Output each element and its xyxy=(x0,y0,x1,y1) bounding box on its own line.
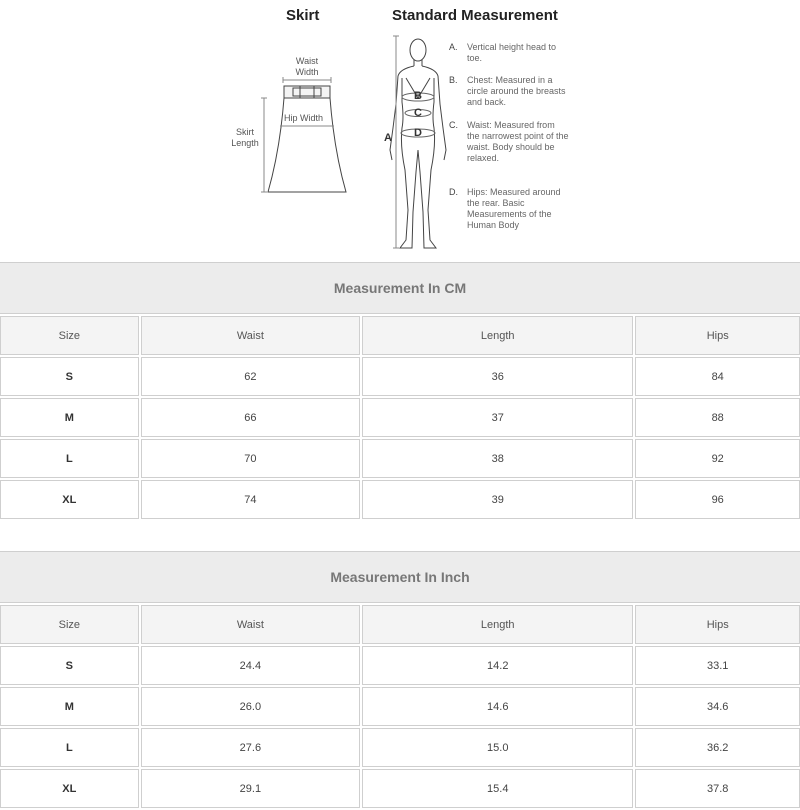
table-row xyxy=(0,769,800,808)
header-length: Length xyxy=(362,605,633,644)
length-cell: 37 xyxy=(362,398,633,437)
table-row xyxy=(0,728,800,767)
legend-item-d xyxy=(449,187,569,231)
skirt-heading: Skirt xyxy=(286,7,320,24)
waist-cell: 74 xyxy=(141,480,360,519)
table-row xyxy=(0,646,800,685)
legend-key: D. xyxy=(449,187,458,197)
figure-letter-c: C xyxy=(414,107,422,119)
figure-letter-a: A xyxy=(384,132,392,144)
skirt-drawing xyxy=(261,77,346,192)
waist-cell: 24.4 xyxy=(141,646,360,685)
skirt-length-label: Skirt Length xyxy=(231,127,259,148)
hips-cell: 92 xyxy=(635,439,800,478)
table-header-row xyxy=(0,316,800,355)
waist-width-label: Waist Width xyxy=(295,56,319,77)
legend-key: A. xyxy=(449,42,458,52)
length-cell: 14.2 xyxy=(362,646,633,685)
size-cell: M xyxy=(0,398,139,437)
inch-size-table xyxy=(0,603,800,810)
header-size: Size xyxy=(0,605,139,644)
legend-item-a xyxy=(449,42,569,64)
waist-cell: 29.1 xyxy=(141,769,360,808)
hips-cell: 84 xyxy=(635,357,800,396)
size-cell: S xyxy=(0,357,139,396)
waist-cell: 70 xyxy=(141,439,360,478)
hips-cell: 37.8 xyxy=(635,769,800,808)
table-row xyxy=(0,357,800,396)
size-cell: M xyxy=(0,687,139,726)
length-cell: 14.6 xyxy=(362,687,633,726)
table-row xyxy=(0,480,800,519)
length-cell: 38 xyxy=(362,439,633,478)
size-cell: XL xyxy=(0,480,139,519)
hip-width-label: Hip Width xyxy=(284,113,324,123)
header-hips: Hips xyxy=(635,605,800,644)
length-cell: 15.4 xyxy=(362,769,633,808)
standard-measurement-heading: Standard Measurement xyxy=(392,7,558,24)
table-row xyxy=(0,687,800,726)
length-cell: 39 xyxy=(362,480,633,519)
legend-item-c xyxy=(449,120,569,164)
header-waist: Waist xyxy=(141,316,360,355)
waist-cell: 62 xyxy=(141,357,360,396)
size-cell: XL xyxy=(0,769,139,808)
hips-cell: 96 xyxy=(635,480,800,519)
hips-cell: 88 xyxy=(635,398,800,437)
inch-table-title: Measurement In Inch xyxy=(0,551,800,603)
size-cell: S xyxy=(0,646,139,685)
legend-text: Waist: Measured from the narrowest point of the waist. Body should be relaxed. xyxy=(467,120,569,163)
waist-cell: 66 xyxy=(141,398,360,437)
waist-cell: 26.0 xyxy=(141,687,360,726)
inch-measurement-section xyxy=(0,551,800,810)
legend-text: Chest: Measured in a circle around the breasts and back. xyxy=(467,75,566,107)
size-guide-illustration xyxy=(0,0,800,258)
legend-text: Hips: Measured around the rear. Basic Measurements of the Human Body xyxy=(467,187,561,230)
legend-key: B. xyxy=(449,75,458,85)
table-row xyxy=(0,439,800,478)
figure-letter-b: B xyxy=(414,90,422,102)
header-length: Length xyxy=(362,316,633,355)
size-cell: L xyxy=(0,439,139,478)
legend-key: C. xyxy=(449,120,458,130)
hips-cell: 34.6 xyxy=(635,687,800,726)
cm-measurement-section xyxy=(0,262,800,521)
waist-cell: 27.6 xyxy=(141,728,360,767)
size-cell: L xyxy=(0,728,139,767)
legend-item-b xyxy=(449,75,569,108)
legend-text: Vertical height head to toe. xyxy=(467,42,557,63)
cm-table-title: Measurement In CM xyxy=(0,262,800,314)
header-waist: Waist xyxy=(141,605,360,644)
length-cell: 36 xyxy=(362,357,633,396)
body-figure xyxy=(390,36,446,248)
hips-cell: 36.2 xyxy=(635,728,800,767)
hips-cell: 33.1 xyxy=(635,646,800,685)
cm-size-table xyxy=(0,314,800,521)
header-size: Size xyxy=(0,316,139,355)
header-hips: Hips xyxy=(635,316,800,355)
figure-letter-d: D xyxy=(414,127,422,139)
length-cell: 15.0 xyxy=(362,728,633,767)
table-row xyxy=(0,398,800,437)
table-header-row xyxy=(0,605,800,644)
measurement-diagram-graphic xyxy=(0,0,800,258)
